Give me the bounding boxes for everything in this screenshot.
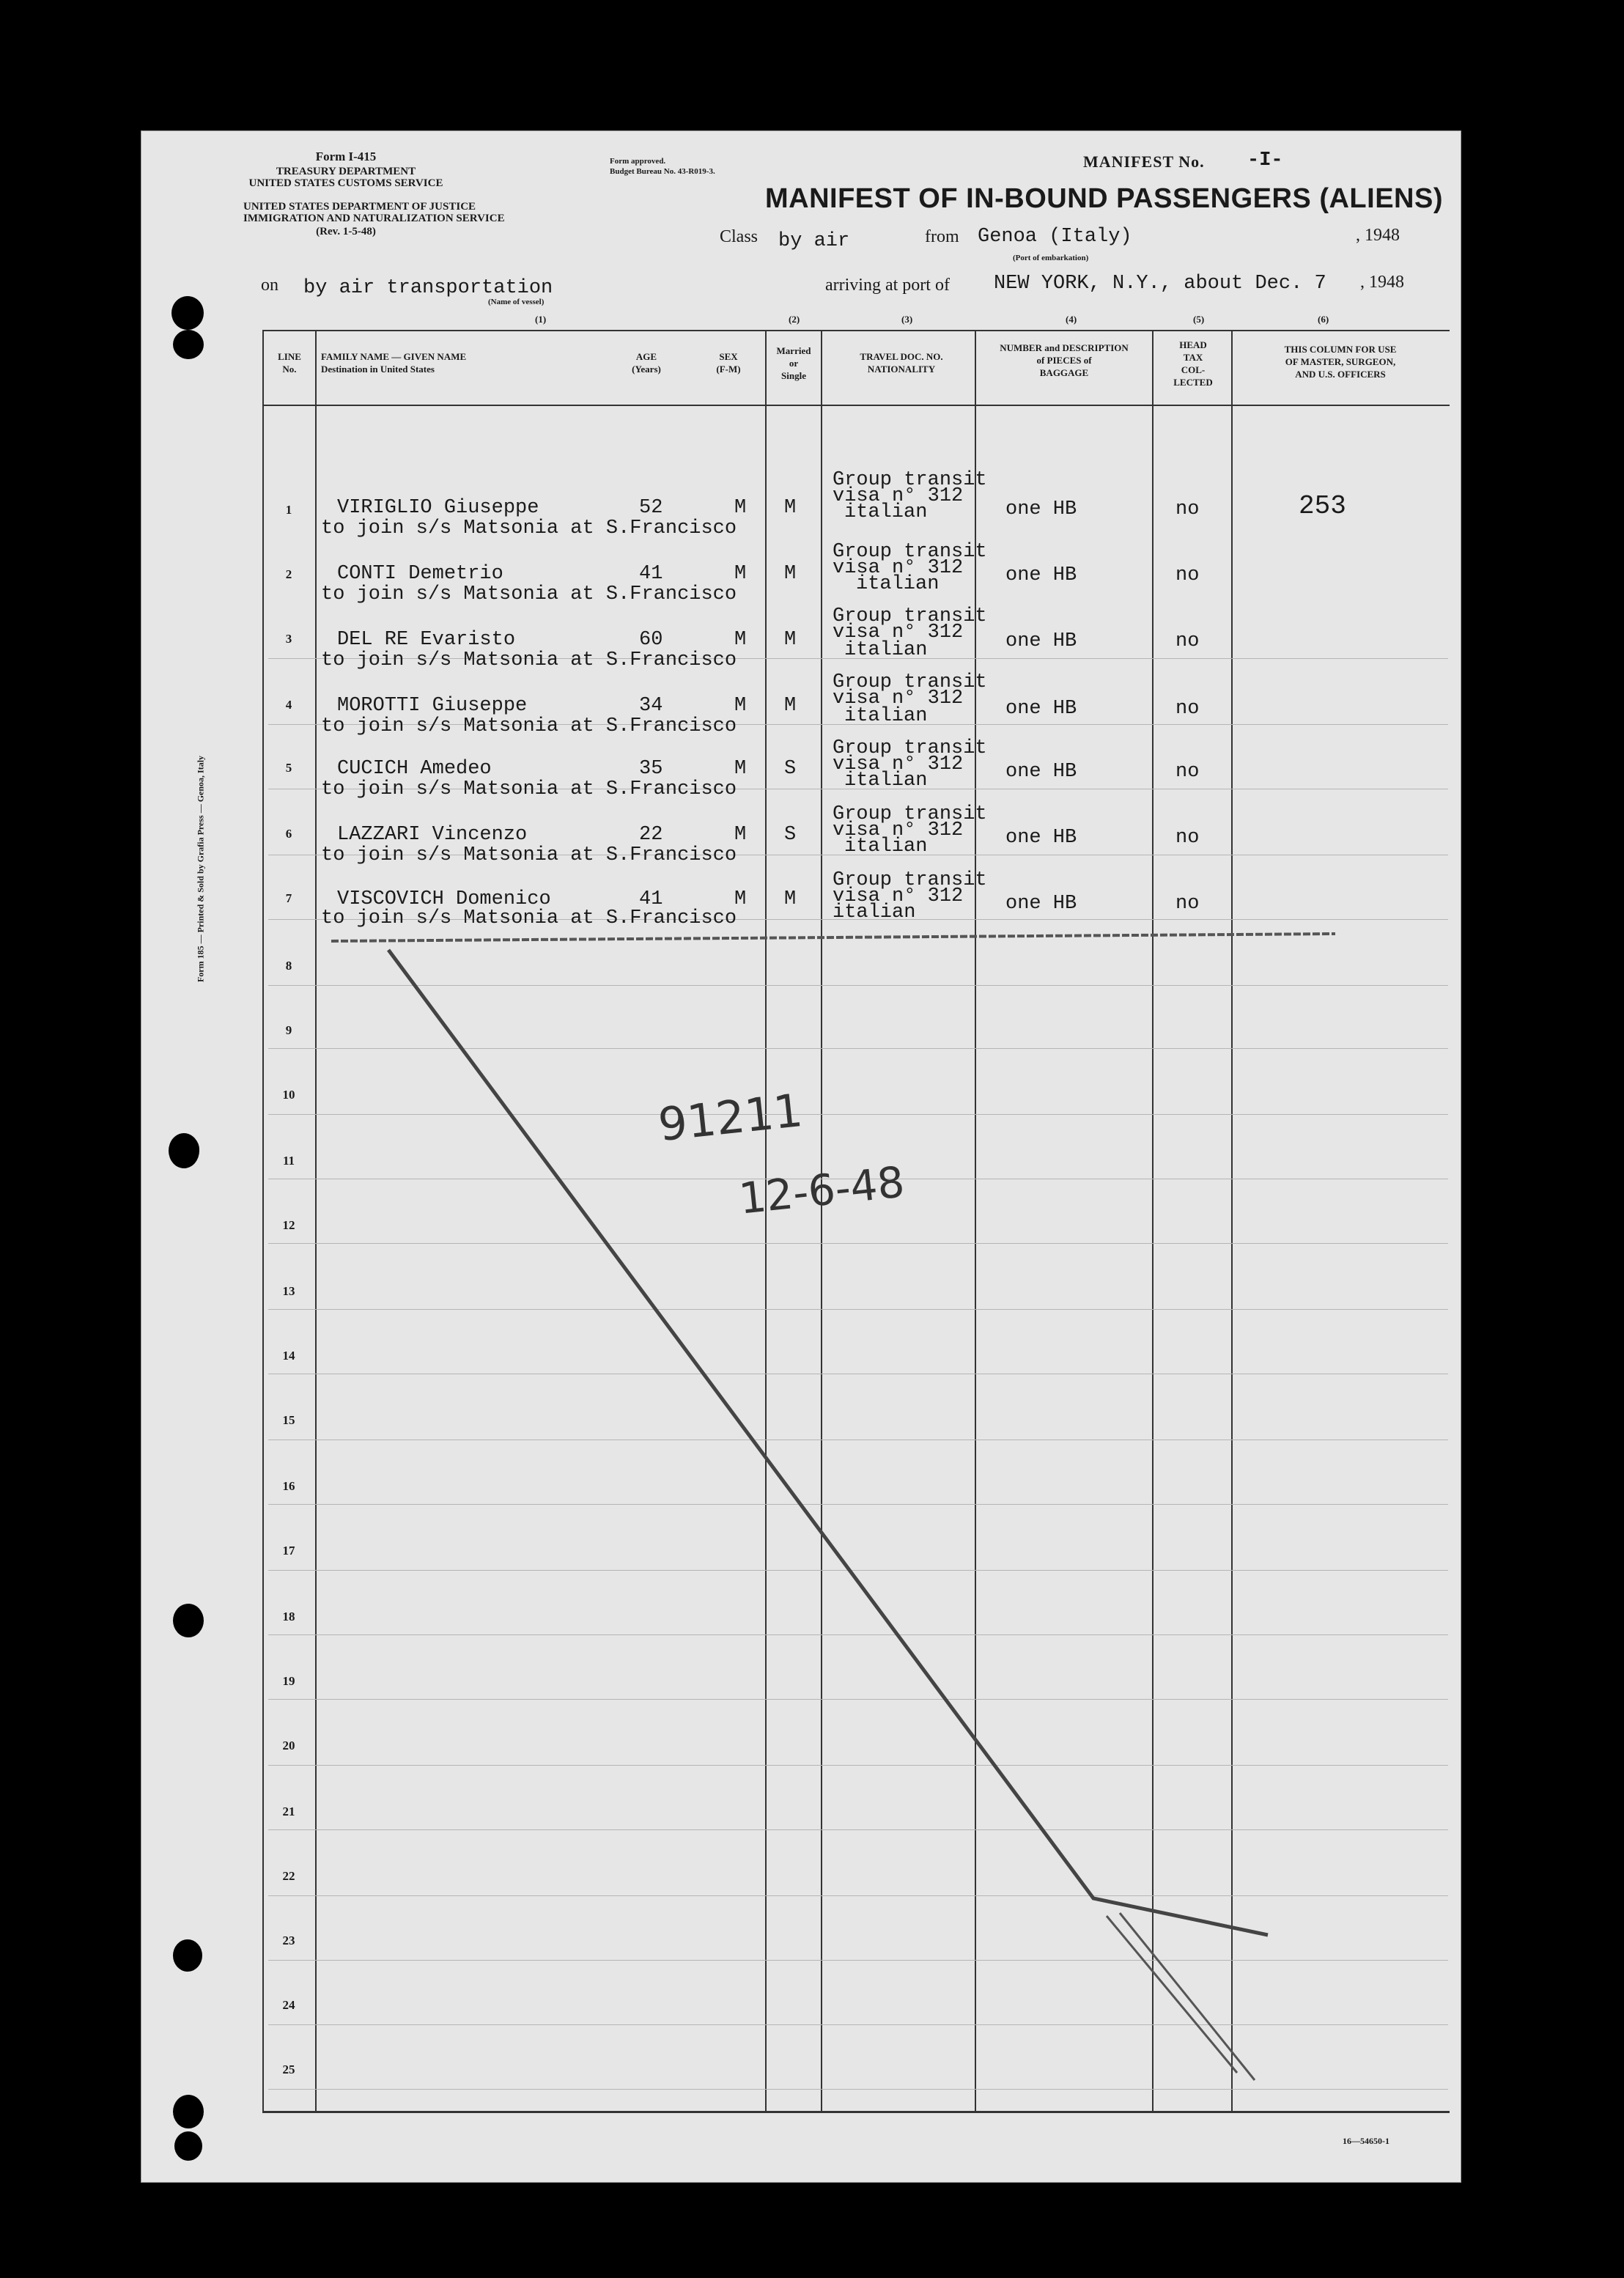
port-embark-note: (Port of embarkation) [1013, 254, 1089, 262]
passenger-destination: to join s/s Matsonia at S.Francisco [321, 844, 737, 866]
travel-doc-line2: visa n° 312 [833, 885, 964, 907]
passenger-name: LAZZARI Vincenzo [337, 824, 528, 846]
footer-code: 16—54650-1 [1343, 2136, 1389, 2146]
col-number: (3) [901, 314, 913, 325]
passenger-destination: to join s/s Matsonia at S.Francisco [321, 517, 737, 539]
passenger-sex: M [734, 695, 747, 717]
line-number: 13 [282, 1284, 295, 1298]
passenger-sex: M [734, 824, 747, 846]
from-value: Genoa (Italy) [978, 226, 1132, 248]
passenger-name: VIRIGLIO Giuseppe [337, 497, 539, 519]
line-number: 9 [285, 1023, 292, 1037]
passenger-marital: M [784, 563, 797, 585]
passenger-sex: M [734, 497, 747, 519]
dept-text: TREASURY DEPARTMENT [276, 166, 416, 177]
passenger-destination: to join s/s Matsonia at S.Francisco [321, 778, 737, 800]
passenger-name: CONTI Demetrio [337, 563, 503, 585]
passenger-sex: M [734, 758, 747, 780]
nationality: italian [844, 639, 928, 661]
header-officers: THIS COLUMN FOR USE OF MASTER, SURGEON, AND U.S. OFFICERS [1284, 344, 1397, 380]
line-number: 5 [285, 761, 292, 775]
head-tax: no [1175, 893, 1200, 915]
line-number: 2 [285, 567, 292, 581]
passenger-age: 41 [639, 888, 663, 910]
travel-doc-line2: visa n° 312 [833, 688, 964, 709]
col-number: (5) [1193, 314, 1205, 325]
header-baggage: NUMBER and DESCRIPTION of PIECES of BAGGAGE [1000, 342, 1129, 378]
head-tax: no [1175, 498, 1200, 520]
line-number: 24 [282, 1998, 295, 2012]
head-tax: no [1175, 564, 1200, 586]
passenger-age: 34 [639, 695, 663, 717]
class-value: by air [778, 230, 850, 252]
line-number: 23 [282, 1934, 295, 1947]
baggage: one HB [1005, 564, 1077, 586]
travel-doc-line1: Group transit [833, 469, 987, 491]
passenger-age: 52 [639, 497, 663, 519]
head-tax: no [1175, 630, 1200, 652]
nationality: italian [844, 705, 928, 727]
passenger-sex: M [734, 888, 747, 910]
line-number: 16 [282, 1479, 295, 1493]
travel-doc-line1: Group transit [833, 605, 987, 627]
nationality: italian [844, 836, 928, 858]
line-number: 25 [282, 2063, 295, 2076]
baggage: one HB [1005, 827, 1077, 849]
line-number: 14 [282, 1349, 295, 1363]
passenger-marital: M [784, 695, 797, 717]
line-number: 12 [282, 1218, 295, 1232]
baggage: one HB [1005, 698, 1077, 720]
customs-text: UNITED STATES CUSTOMS SERVICE [248, 177, 443, 189]
passenger-destination: to join s/s Matsonia at S.Francisco [321, 907, 737, 929]
bureau-text: Budget Bureau No. 43-R019-3. [610, 167, 715, 176]
passenger-marital: M [784, 497, 797, 519]
baggage: one HB [1005, 893, 1077, 915]
col-number: (6) [1318, 314, 1329, 325]
line-number: 7 [285, 891, 292, 905]
line-number: 21 [282, 1805, 295, 1818]
passenger-destination: to join s/s Matsonia at S.Francisco [321, 649, 737, 671]
header-line-no: LINE No. [278, 351, 301, 375]
line-number: 8 [285, 959, 292, 973]
header-tax: HEAD TAX COL- LECTED [1173, 339, 1213, 388]
line-number: 4 [285, 698, 292, 712]
vessel-note: (Name of vessel) [488, 298, 545, 306]
head-tax: no [1175, 827, 1200, 849]
head-tax: no [1175, 761, 1200, 783]
manifest-number: -I- [1247, 150, 1283, 172]
travel-doc-line1: Group transit [833, 737, 987, 759]
passenger-marital: M [784, 629, 797, 651]
travel-doc-line2: visa n° 312 [833, 753, 964, 775]
year-2: , 1948 [1360, 273, 1404, 292]
col-number: (2) [789, 314, 800, 325]
passenger-destination: to join s/s Matsonia at S.Francisco [321, 715, 737, 737]
side-print-text: Form 185 — Printed & Sold by Grafia Press — Genoa, Italy [195, 755, 206, 983]
line-number: 19 [282, 1674, 295, 1688]
travel-doc-line2: visa n° 312 [833, 485, 964, 507]
justice-text: UNITED STATES DEPARTMENT OF JUSTICE [243, 201, 476, 213]
passenger-sex: M [734, 563, 747, 585]
nationality: italian [856, 573, 940, 595]
rev-text: (Rev. 1-5-48) [316, 226, 376, 237]
manifest-page [141, 130, 1461, 2183]
travel-doc-line1: Group transit [833, 541, 987, 563]
header-sex: SEX (F-M) [716, 351, 741, 375]
head-tax: no [1175, 698, 1200, 720]
class-label: Class [720, 227, 759, 246]
passenger-name: VISCOVICH Domenico [337, 888, 551, 910]
officer-notation: 253 [1299, 491, 1346, 521]
line-number: 18 [282, 1610, 295, 1623]
handwritten-number: 91211 [655, 1083, 805, 1152]
line-number: 10 [282, 1088, 295, 1102]
travel-doc-line2: visa n° 312 [833, 622, 964, 644]
col-number: (4) [1066, 314, 1077, 325]
header-married: Married or Single [776, 345, 811, 381]
passenger-destination: to join s/s Matsonia at S.Francisco [321, 583, 737, 605]
baggage: one HB [1005, 630, 1077, 652]
passenger-age: 35 [639, 758, 663, 780]
line-number: 11 [282, 1154, 295, 1168]
baggage: one HB [1005, 498, 1077, 520]
travel-doc-line1: Group transit [833, 803, 987, 825]
strike-through-lines [141, 130, 1461, 2183]
year-1: , 1948 [1356, 226, 1400, 245]
header-name: FAMILY NAME — GIVEN NAME Destination in United States [321, 351, 467, 375]
travel-doc-line1: Group transit [833, 869, 987, 891]
page-title: MANIFEST OF IN-BOUND PASSENGERS (ALIENS) [765, 183, 1443, 214]
ins-text: IMMIGRATION AND NATURALIZATION SERVICE [243, 213, 505, 224]
passenger-age: 41 [639, 563, 663, 585]
nationality: italian [833, 902, 916, 924]
nationality: italian [844, 770, 928, 792]
line-number: 6 [285, 827, 292, 841]
passenger-name: DEL RE Evaristo [337, 629, 516, 651]
passenger-marital: S [784, 824, 797, 846]
form-number: Form I-415 [315, 150, 377, 163]
handwritten-date: 12-6-48 [737, 1157, 907, 1224]
approved-text: Form approved. [610, 157, 666, 166]
line-number: 15 [282, 1413, 295, 1427]
header-travel: TRAVEL DOC. NO. NATIONALITY [860, 351, 943, 375]
arriving-value: NEW YORK, N.Y., about Dec. 7 [994, 273, 1326, 295]
passenger-name: MOROTTI Giuseppe [337, 695, 528, 717]
line-number: 20 [282, 1739, 295, 1752]
passenger-name: CUCICH Amedeo [337, 758, 492, 780]
col-number: (1) [535, 314, 547, 325]
passenger-age: 60 [639, 629, 663, 651]
travel-doc-line2: visa n° 312 [833, 819, 964, 841]
baggage: one HB [1005, 761, 1077, 783]
manifest-label: MANIFEST No. [1083, 152, 1205, 171]
line-number: 3 [285, 632, 292, 646]
line-number: 1 [285, 503, 292, 517]
header-age: AGE (Years) [632, 351, 661, 375]
travel-doc-line1: Group transit [833, 671, 987, 693]
from-label: from [925, 227, 959, 246]
passenger-marital: S [784, 758, 797, 780]
on-label: on [261, 276, 278, 295]
line-number: 17 [282, 1544, 295, 1558]
passenger-marital: M [784, 888, 797, 910]
nationality: italian [844, 501, 928, 523]
passenger-sex: M [734, 629, 747, 651]
line-number: 22 [282, 1869, 295, 1883]
vessel-value: by air transportation [303, 277, 553, 299]
passenger-age: 22 [639, 824, 663, 846]
arriving-label: arriving at port of [825, 276, 950, 295]
travel-doc-line2: visa n° 312 [833, 557, 964, 579]
